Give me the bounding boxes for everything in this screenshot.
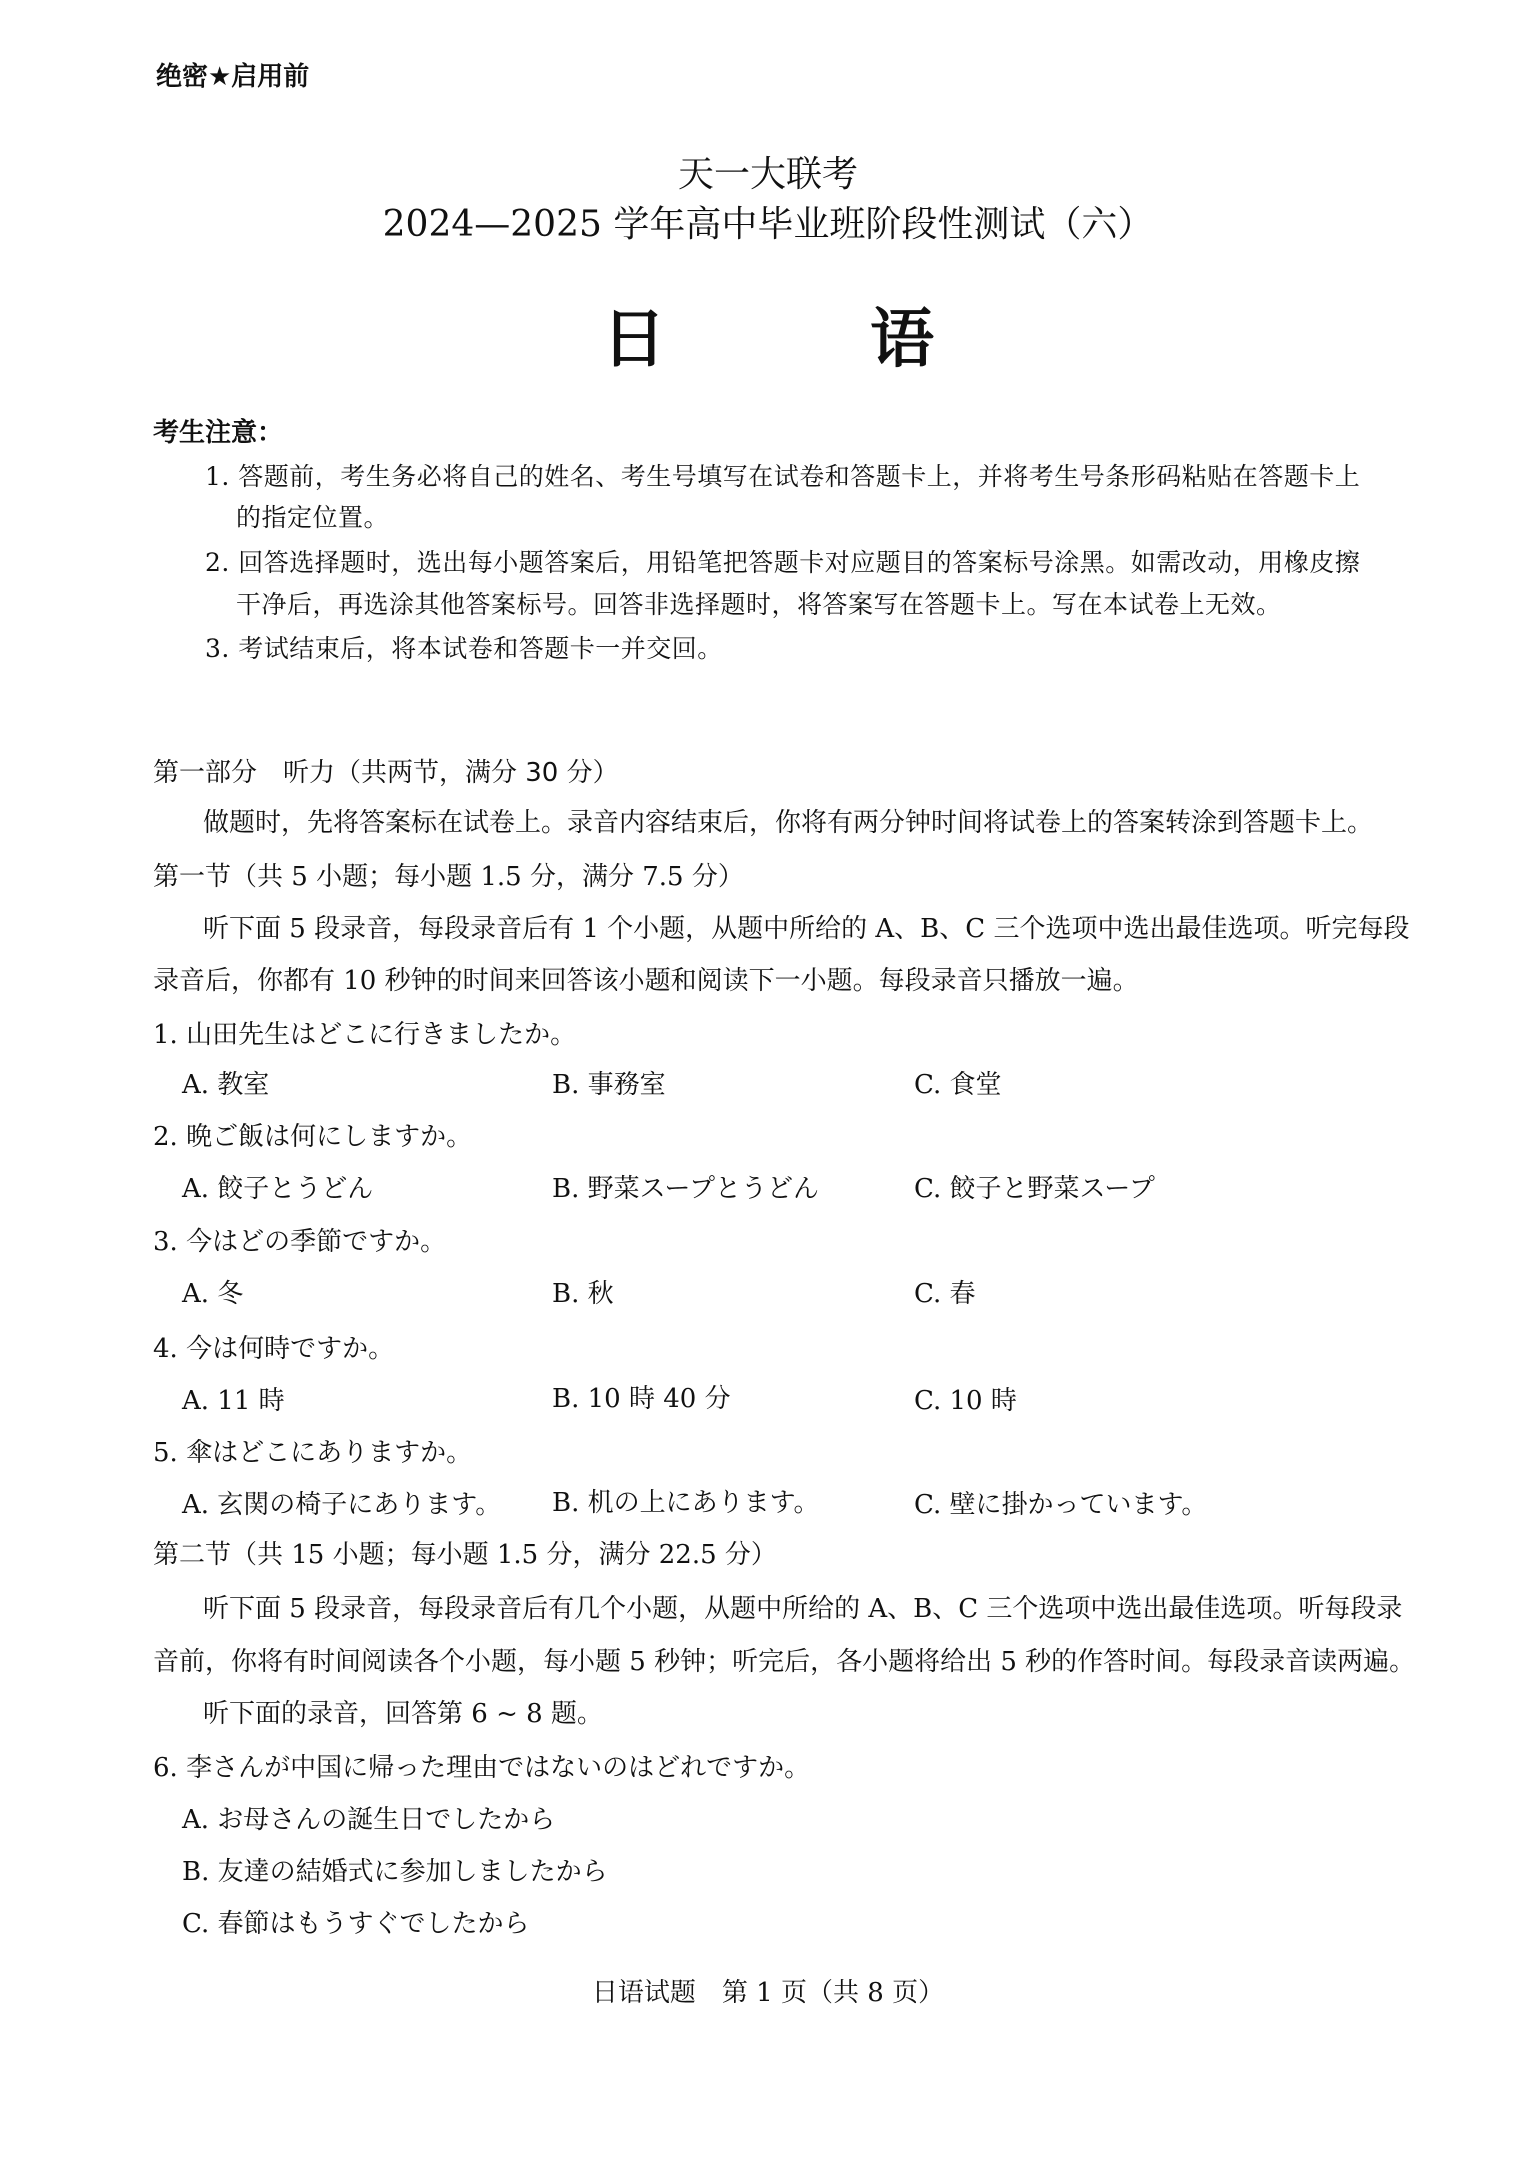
section2-sub-instruction: 听下面的录音，回答第 6 ~ 8 题。: [203, 1699, 603, 1729]
section1-instruction-line1: 听下面 5 段录音，每段录音后有 1 个小题，从题中所给的 A、B、C 三个选项中选出最佳选项。听完每段: [203, 914, 1410, 944]
question-6-option-c: C. 春節はもうすぐでしたから: [182, 1909, 530, 1939]
notice-item-3: 3. 考试结束后，将本试卷和答题卡一并交回。: [205, 634, 723, 663]
secrecy-label: 绝密★启用前: [156, 62, 310, 92]
part1-intro: 做题时，先将答案标在试卷上。录音内容结束后，你将有两分钟时间将试卷上的答案转涂到答题卡上。: [203, 808, 1374, 838]
notice-title: 考生注意：: [153, 418, 284, 448]
section1-instruction-line2: 录音后，你都有 10 秒钟的时间来回答该小题和阅读下一小题。每段录音只播放一遍。: [153, 966, 1139, 996]
question-2-option-c: C. 餃子と野菜スープ: [914, 1174, 1155, 1204]
question-5-option-a: A. 玄関の椅子にあります。: [182, 1490, 502, 1520]
question-5-option-c: C. 壁に掛かっています。: [914, 1490, 1208, 1520]
question-6-option-b: B. 友達の結婚式に参加しましたから: [182, 1857, 608, 1887]
section1-title: 第一节（共 5 小题；每小题 1.5 分，满分 7.5 分）: [153, 862, 744, 892]
question-3: 3. 今はどの季節ですか。: [153, 1227, 447, 1257]
question-2-option-a: A. 餃子とうどん: [182, 1174, 374, 1204]
question-5-option-b: B. 机の上にあります。: [552, 1488, 820, 1518]
section2-instruction-line2: 音前，你将有时间阅读各个小题，每小题 5 秒钟；听完后，各小题将给出 5 秒的作答时间。每段录音读两遍。: [153, 1647, 1416, 1677]
subject-title: 日 语: [602, 303, 1004, 377]
part1-title: 第一部分 听力（共两节，满分 30 分）: [153, 758, 619, 788]
question-2: 2. 晩ご飯は何にしますか。: [153, 1122, 473, 1152]
section2-title: 第二节（共 15 小题；每小题 1.5 分，满分 22.5 分）: [153, 1540, 777, 1570]
question-4-option-c: C. 10 時: [914, 1386, 1017, 1416]
notice-item-2-line1: 2. 回答选择题时，选出每小题答案后，用铅笔把答题卡对应题目的答案标号涂黑。如需改动，用橡皮擦: [205, 548, 1361, 577]
question-6-option-a: A. お母さんの誕生日でしたから: [182, 1805, 556, 1835]
question-1-option-a: A. 教室: [182, 1070, 270, 1100]
question-4-option-b: B. 10 時 40 分: [552, 1384, 731, 1414]
question-4-option-a: A. 11 時: [182, 1386, 285, 1416]
question-4: 4. 今は何時ですか。: [153, 1334, 395, 1364]
question-3-option-c: C. 春: [914, 1279, 976, 1309]
exam-org: 天一大联考: [677, 154, 858, 195]
question-1-option-c: C. 食堂: [914, 1070, 1002, 1100]
exam-name: 2024—2025 学年高中毕业班阶段性测试（六）: [382, 204, 1154, 245]
question-6: 6. 李さんが中国に帰った理由ではないのはどれですか。: [153, 1753, 811, 1783]
question-3-option-a: A. 冬: [182, 1279, 244, 1309]
question-2-option-b: B. 野菜スープとうどん: [552, 1174, 820, 1204]
question-5: 5. 傘はどこにありますか。: [153, 1438, 473, 1468]
notice-item-1-line1: 1. 答题前，考生务必将自己的姓名、考生号填写在试卷和答题卡上，并将考生号条形码粘贴在答题卡上: [205, 462, 1361, 491]
question-1: 1. 山田先生はどこに行きましたか。: [153, 1020, 577, 1050]
notice-item-1-line2: 的指定位置。: [236, 503, 390, 532]
question-1-option-b: B. 事務室: [552, 1070, 666, 1100]
section2-instruction-line1: 听下面 5 段录音，每段录音后有几个小题，从题中所给的 A、B、C 三个选项中选出最佳选项。听每段录: [203, 1594, 1403, 1624]
notice-item-2-line2: 干净后，再选涂其他答案标号。回答非选择题时，将答案写在答题卡上。写在本试卷上无效。: [236, 590, 1282, 619]
question-3-option-b: B. 秋: [552, 1279, 614, 1309]
page-footer: 日语试题 第 1 页（共 8 页）: [591, 1978, 945, 2008]
